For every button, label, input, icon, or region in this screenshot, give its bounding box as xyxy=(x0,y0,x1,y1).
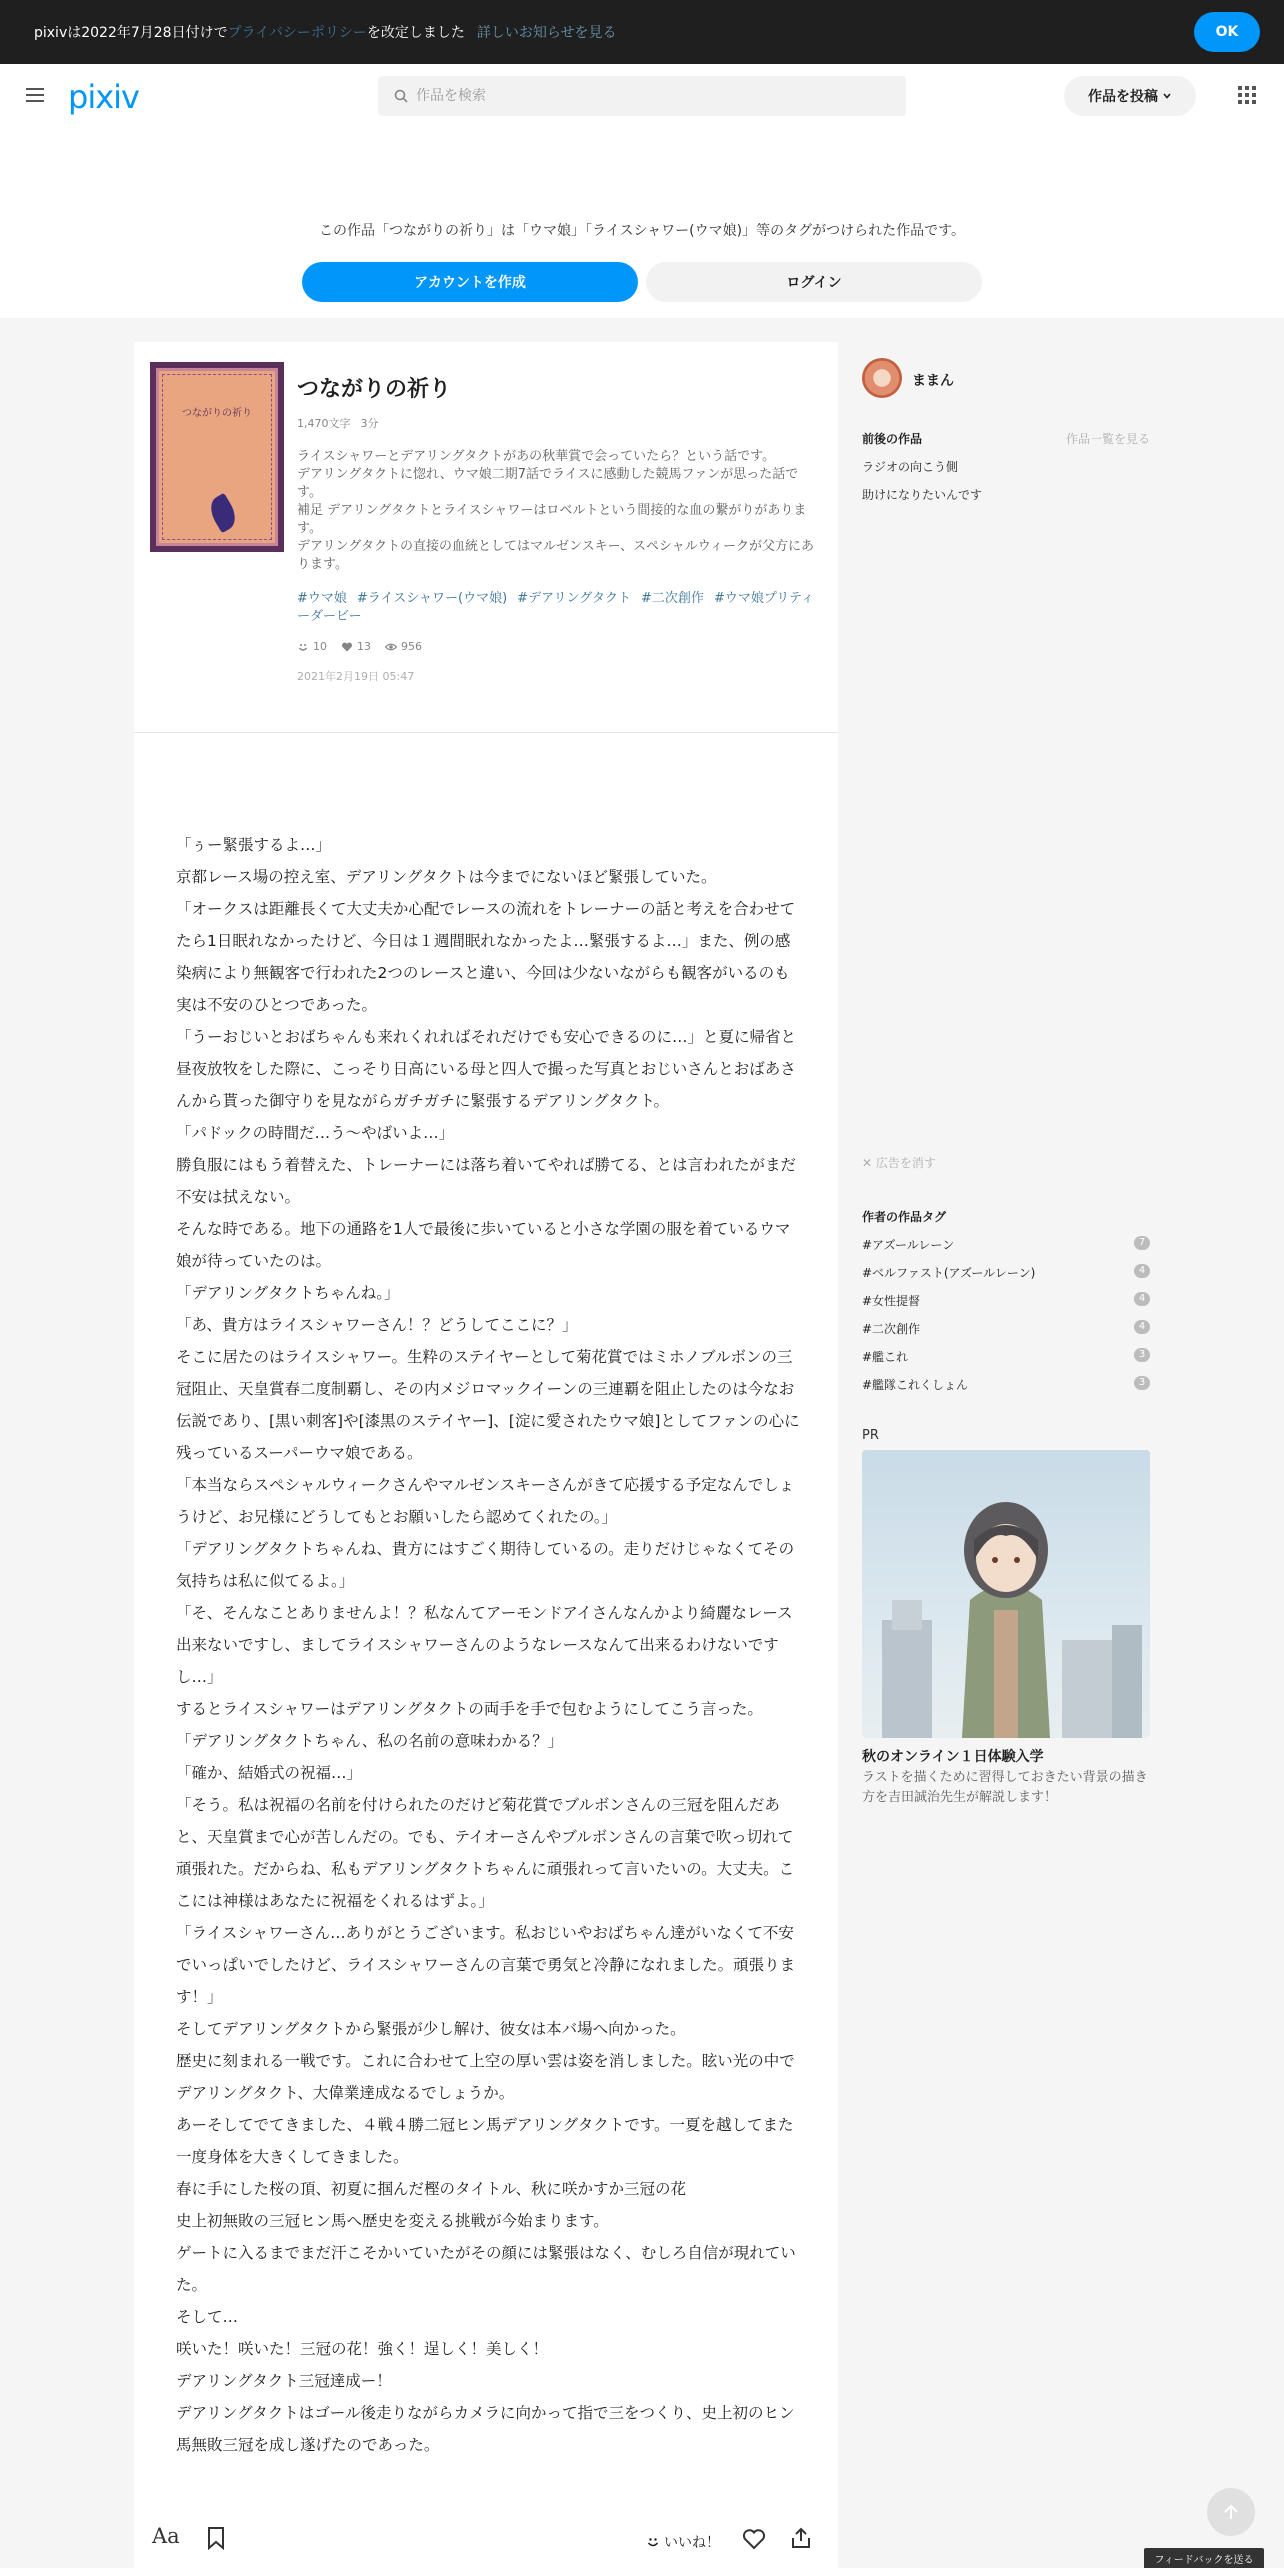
body-paragraph: 「そう。私は祝福の名前を付けられたのだけど菊花賞でブルボンさんの三冠を阻んだあと、天皇賞まで心が苦しんだの。でも、テイオーさんやブルボンさんの言葉で吹っ切れて頑張れた。だからね、私もデアリングタクトちゃんに頑張れって言いたいの。大丈夫。ここには神様はあなたに祝福をくれるはずよ。」 xyxy=(176,1796,795,1910)
bookmark-icon[interactable] xyxy=(206,2526,226,2550)
author-tag[interactable] xyxy=(862,1348,1150,1364)
novel-meta xyxy=(297,415,389,431)
body-paragraph: そこに居たのはライスシャワー。生粋のステイヤーとして菊花賞ではミホノブルボンの三冠阻止、天皇賞春二度制覇し、その内メジロマックイーンの三連覇を阻止したのは今なお伝説であり、[黒い刺客]や[漆黒のステイヤー]、[淀に愛されたウマ娘]としてファンの心に残っているスーパーウマ娘である。 xyxy=(176,1348,800,1462)
like-button[interactable] xyxy=(646,2532,720,2552)
smiley-icon xyxy=(297,641,309,653)
share-icon[interactable] xyxy=(790,2526,812,2550)
pixiv-logo[interactable]: pixiv xyxy=(68,78,139,116)
eye-icon xyxy=(385,641,397,653)
author-tag-name: #女性提督 xyxy=(862,1294,921,1308)
body-paragraph: 「本当ならスペシャルウィークさんやマルゼンスキーさんがきて応援する予定なんでしょうけど、お兄様にどうしてもとお願いしたら認めてくれたの。」 xyxy=(176,1476,795,1526)
novel-action-bar xyxy=(134,2522,838,2568)
prompt-text: この作品「つながりの祈り」は「ウマ娘」「ライスシャワー(ウマ娘)」等のタグがつけられた作品です。 xyxy=(319,223,965,239)
pr-description: ラストを描くために習得しておきたい背景の描き方を吉田誠治先生が解説します！ xyxy=(862,1770,1148,1805)
description-line: デアリングタクトに惚れ、ウマ娘二期7話でライスに感動した競馬ファンが思った話です。 xyxy=(297,467,799,500)
arrow-up-icon xyxy=(1221,2502,1241,2522)
body-paragraph: 勝負服にはもう着替えた、トレーナーには落ち着いてやれば勝てる、とは言われたがまだ不安は拭えない。 xyxy=(176,1156,797,1206)
smiley-icon xyxy=(646,2535,660,2549)
body-paragraph: 「ぅー緊張するよ…」 xyxy=(176,836,332,854)
heart-icon[interactable] xyxy=(742,2528,766,2550)
novel-main xyxy=(134,342,838,2568)
author-tag-name: #ベルファスト(アズールレーン) xyxy=(862,1266,1036,1280)
prev-next-label: 前後の作品 xyxy=(862,432,923,446)
divider xyxy=(134,732,838,733)
body-paragraph: 「オークスは距離長くて大丈夫か心配でレースの流れをトレーナーの話と考えを合わせてたら1日眠れなかったけど、今日は１週間眠れなかったよ…緊張するよ…」また、例の感染病により無観客で行われた2つのレースと違い、今回は少ないながらも観客がいるのも実は不安のひとつであった。 xyxy=(176,900,796,1014)
view-count: 956 xyxy=(401,640,422,653)
tag-count-badge: 4 xyxy=(1134,1264,1150,1278)
privacy-policy-link[interactable]: プライバシーポリシー xyxy=(227,25,367,41)
pr-illustration xyxy=(862,1450,1150,1738)
author-tag-name: #アズールレーン xyxy=(862,1238,955,1252)
tag-link[interactable]: #ウマ娘 xyxy=(297,591,347,606)
work-list-link[interactable]: 作品一覧を見る xyxy=(1066,432,1151,446)
service-grid-icon[interactable] xyxy=(1238,86,1256,104)
body-paragraph: ゲートに入るまでまだ汗こそかいていたがその顔には緊張はなく、むしろ自信が現れていた。 xyxy=(176,2244,796,2294)
tag-count-badge: 7 xyxy=(1134,1236,1150,1250)
char-count: 1,470文字 xyxy=(297,417,351,430)
cover-title: つながりの祈り xyxy=(182,408,252,419)
like-label: いいね！ xyxy=(664,2535,720,2551)
prev-work-link[interactable]: ラジオの向こう側 xyxy=(862,460,959,474)
heart-icon xyxy=(341,641,353,653)
body-paragraph: 「あ、貴方はライスシャワーさん！？どうしてここに？」 xyxy=(176,1316,578,1334)
text-size-button[interactable]: Aa xyxy=(152,2524,180,2548)
tag-link[interactable]: #デアリングタクト xyxy=(517,591,632,606)
create-account-button[interactable]: アカウントを作成 xyxy=(302,262,638,302)
login-button[interactable]: ログイン xyxy=(646,262,982,302)
author-tag[interactable] xyxy=(862,1264,1150,1280)
site-header xyxy=(0,64,1284,128)
hamburger-menu-icon[interactable] xyxy=(26,88,44,102)
feedback-button[interactable]: フィードバックを送る xyxy=(1144,2548,1264,2568)
chevron-down-icon xyxy=(1162,91,1172,101)
novel-title: つながりの祈り xyxy=(297,377,452,402)
post-date: 2021年2月19日 05:47 xyxy=(297,670,415,683)
body-paragraph: 春に手にした桜の頂、初夏に掴んだ樫のタイトル、秋に咲かすか三冠の花 xyxy=(176,2180,686,2198)
read-time: 3分 xyxy=(360,417,379,430)
body-paragraph: あーそしてでてきました、４戦４勝二冠ヒン馬デアリングタクトです。一夏を越してまた一度身体を大きくしてきました。 xyxy=(176,2116,794,2166)
author-name[interactable]: ままん xyxy=(912,373,954,389)
notice-text-pre: pixivは2022年7月28日付けで xyxy=(34,25,228,41)
search-box[interactable] xyxy=(378,76,906,116)
body-paragraph: 咲いた！咲いた！三冠の花！強く！逞しく！美しく！ xyxy=(176,2340,549,2358)
body-paragraph: デアリングタクトはゴール後走りながらカメラに向かって指で三をつくり、史上初のヒン馬無敗三冠を成し遂げたのであった。 xyxy=(176,2404,795,2454)
post-work-label: 作品を投稿 xyxy=(1088,89,1158,105)
description-line: ライスシャワーとデアリングタクトがあの秋華賞で会っていたら？という話です。 xyxy=(297,449,776,464)
novel-stats xyxy=(297,640,422,653)
body-paragraph: 「デアリングタクトちゃん、私の名前の意味わかる？」 xyxy=(176,1732,564,1750)
novel-body xyxy=(176,829,801,2461)
tag-count-badge: 4 xyxy=(1134,1320,1150,1334)
author-tag-name: #艦これ xyxy=(862,1350,909,1364)
novel-tags xyxy=(297,590,817,626)
notice-details-link[interactable]: 詳しいお知らせを見る xyxy=(476,25,617,41)
body-paragraph: そんな時である。地下の通路を1人で最後に歩いていると小さな学園の服を着ているウマ娘が待っていたのは。 xyxy=(176,1220,791,1270)
post-work-button[interactable] xyxy=(1064,76,1196,116)
notice-ok-button[interactable]: OK xyxy=(1194,12,1260,52)
pr-title[interactable]: 秋のオンライン１日体験入学 xyxy=(862,1749,1044,1765)
novel-cover[interactable] xyxy=(150,362,284,552)
pr-ad-image[interactable] xyxy=(862,1450,1150,1738)
body-paragraph: 「デアリングタクトちゃんね、貴方にはすごく期待しているの。走りだけじゃなくてその気持ちは私に似てるよ。」 xyxy=(176,1540,795,1590)
pr-label: PR xyxy=(862,1428,879,1443)
search-icon xyxy=(394,89,408,103)
body-paragraph: 京都レース場の控え室、デアリングタクトは今までにないほど緊張していた。 xyxy=(176,868,717,886)
description-line: デアリングタクトの直接の血統としてはマルゼンスキー、スペシャルウィークが父方にあります。 xyxy=(297,539,815,572)
tag-count-badge: 4 xyxy=(1134,1292,1150,1306)
scroll-to-top-button[interactable] xyxy=(1207,2488,1255,2536)
body-paragraph: 「パドックの時間だ…う〜やばいよ…」 xyxy=(176,1124,455,1142)
body-paragraph: 「確か、結婚式の祝福…」 xyxy=(176,1764,363,1782)
notice-bar xyxy=(0,0,1284,64)
novel-description xyxy=(297,448,817,574)
body-paragraph: そしてデアリングタクトから緊張が少し解け、彼女は本バ場へ向かった。 xyxy=(176,2020,686,2038)
tag-link[interactable]: #二次創作 xyxy=(641,591,704,606)
author-tag[interactable] xyxy=(862,1292,1150,1308)
body-paragraph: するとライスシャワーはデアリングタクトの両手を手で包むようにしてこう言った。 xyxy=(176,1700,763,1718)
author-tag-name: #艦隊これくしょん xyxy=(862,1378,969,1392)
tag-link[interactable]: #ウマ娘プリティーダービー xyxy=(297,591,815,624)
body-paragraph: そして… xyxy=(176,2308,239,2326)
body-paragraph: 「うーおじいとおばちゃんも来れくれればそれだけでも安心できるのに…」と夏に帰省と昼夜放牧をした際に、こっそり日高にいる母と四人で撮った写真とおじいさんとおばあさんから貰った御守りを見ながらガチガチに緊張するデアリングタクト。 xyxy=(176,1028,797,1110)
author-tag[interactable] xyxy=(862,1376,1150,1392)
author-tag-name: #二次創作 xyxy=(862,1322,921,1336)
body-paragraph: 史上初無敗の三冠ヒン馬へ歴史を変える挑戦が今始まります。 xyxy=(176,2212,609,2230)
author-tag[interactable] xyxy=(862,1320,1150,1336)
body-paragraph: 「ライスシャワーさん…ありがとうございます。私おじいやおばちゃん達がいなくて不安でいっぱいでしたけど、ライスシャワーさんの言葉で勇気と冷静になれました。頑張ります！」 xyxy=(176,1924,796,2006)
author-avatar[interactable] xyxy=(862,358,902,398)
body-paragraph: 歴史に刻まれる一戦です。これに合わせて上空の厚い雲は姿を消しました。眩い光の中でデアリングタクト、大偉業達成なるでしょうか。 xyxy=(176,2052,795,2102)
hide-ad-button[interactable]: ✕ 広告を消す xyxy=(862,1156,936,1170)
body-paragraph: デアリングタクト三冠達成ー！ xyxy=(176,2372,392,2390)
description-line: 補足 デアリングタクトとライスシャワーはロベルトという間接的な血の繋がりがあります。 xyxy=(297,503,807,536)
body-paragraph: 「そ、そんなことありませんよ！？私なんてアーモンドアイさんなんかより綺麗なレース出来ないですし、ましてライスシャワーさんのようなレースなんて出来るわけないですし…」 xyxy=(176,1604,793,1686)
notice-text-post: を改定しました xyxy=(366,25,465,41)
signup-prompt xyxy=(0,128,1284,318)
tag-count-badge: 3 xyxy=(1134,1376,1150,1390)
tag-link[interactable]: #ライスシャワー(ウマ娘) xyxy=(356,591,508,606)
body-paragraph: 「デアリングタクトちゃんね。」 xyxy=(176,1284,400,1302)
search-input[interactable] xyxy=(416,88,876,104)
author-tag[interactable] xyxy=(862,1236,1150,1252)
like-count: 10 xyxy=(313,640,327,653)
bookmark-count: 13 xyxy=(357,640,371,653)
tag-count-badge: 3 xyxy=(1134,1348,1150,1362)
author-tags-label: 作者の作品タグ xyxy=(862,1210,947,1224)
next-work-link[interactable]: 助けになりたいんです xyxy=(862,488,983,502)
